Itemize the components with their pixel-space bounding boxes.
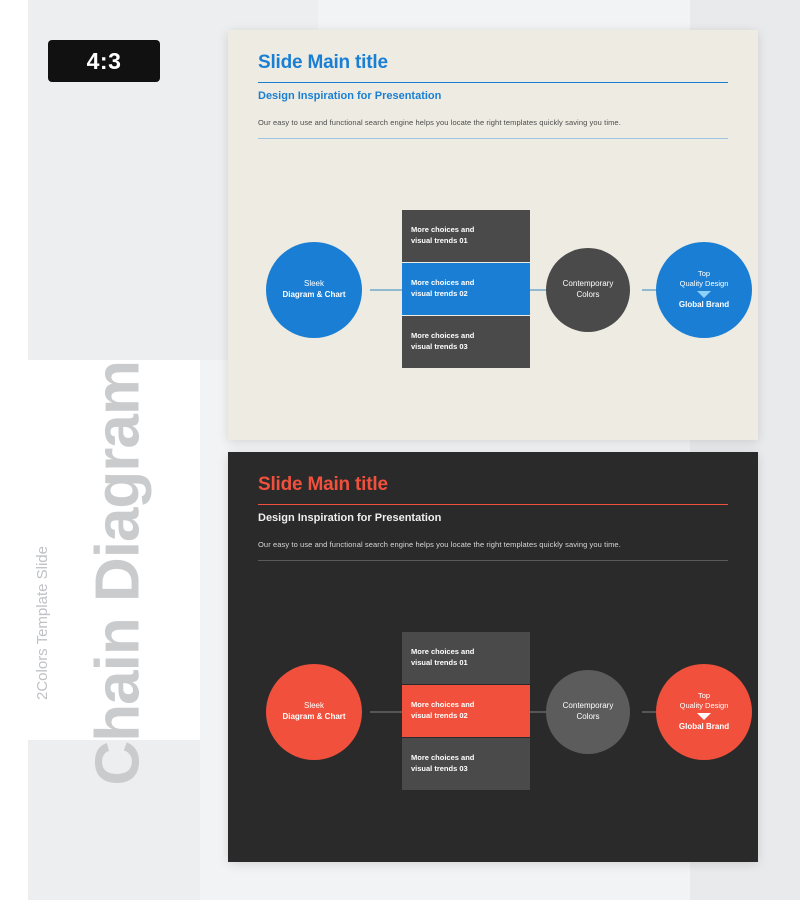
start-circle[interactable]	[266, 664, 362, 760]
option-box-3[interactable]	[402, 316, 530, 368]
start-circle-line1: Sleek	[303, 279, 324, 289]
end-circle[interactable]	[656, 664, 752, 760]
option-box-2-line1: More choices and	[411, 278, 475, 288]
option-box-3-line1: More choices and	[411, 331, 475, 341]
slide-subtitle: Design Inspiration for Presentation	[258, 512, 442, 524]
poster-title: Chain Diagram	[83, 360, 153, 786]
slide-title: Slide Main title	[258, 52, 388, 73]
poster-subtitle: 2Colors Template Slide	[34, 546, 51, 700]
end-circle-line2: Quality Design	[679, 279, 729, 289]
middle-circle-line1: Contemporary	[562, 279, 614, 289]
aspect-ratio-label: 4:3	[86, 47, 122, 74]
option-box-2-line2: visual trends 02	[411, 289, 468, 298]
start-circle-line1: Sleek	[303, 701, 324, 711]
end-circle-line1: Top	[697, 268, 711, 278]
end-circle-line3: Global Brand	[678, 300, 730, 310]
slide-title: Slide Main title	[258, 474, 388, 495]
slide-subtitle: Design Inspiration for Presentation	[258, 90, 442, 102]
slide-dark[interactable]	[228, 452, 758, 862]
start-circle-line2: Diagram & Chart	[282, 290, 346, 299]
option-box-1-line1: More choices and	[411, 647, 475, 657]
middle-circle[interactable]	[546, 670, 630, 754]
middle-circle[interactable]	[546, 248, 630, 332]
option-box-1-line2: visual trends 01	[411, 236, 468, 245]
option-box-2-line2: visual trends 02	[411, 711, 468, 720]
end-circle-line1: Top	[697, 690, 711, 700]
option-box-1-line2: visual trends 01	[411, 658, 468, 667]
slide-description: Our easy to use and functional search engine helps you locate the right templates quickly saving you time.	[258, 118, 621, 127]
middle-circle-line2: Colors	[576, 712, 600, 721]
chain-diagram	[250, 180, 740, 400]
option-box-3-line2: visual trends 03	[411, 342, 468, 351]
triangle-down-icon	[697, 291, 711, 298]
middle-circle-line2: Colors	[576, 290, 600, 299]
end-circle-line2: Quality Design	[679, 701, 729, 711]
start-circle-line2: Diagram & Chart	[282, 712, 346, 721]
triangle-down-icon	[697, 713, 711, 720]
option-box-1[interactable]	[402, 210, 530, 262]
option-box-1[interactable]	[402, 632, 530, 684]
option-box-1-line1: More choices and	[411, 225, 475, 235]
title-divider	[258, 504, 728, 505]
slide-description: Our easy to use and functional search engine helps you locate the right templates quickly saving you time.	[258, 540, 621, 549]
end-circle[interactable]	[656, 242, 752, 338]
option-box-2-line1: More choices and	[411, 700, 475, 710]
end-circle-line3: Global Brand	[678, 722, 730, 732]
start-circle[interactable]	[266, 242, 362, 338]
title-divider	[258, 82, 728, 83]
chain-diagram	[250, 602, 740, 822]
option-box-3[interactable]	[402, 738, 530, 790]
aspect-ratio-badge	[48, 40, 160, 82]
description-divider	[258, 138, 728, 139]
middle-circle-line1: Contemporary	[562, 701, 614, 711]
slide-light[interactable]	[228, 30, 758, 440]
option-box-3-line2: visual trends 03	[411, 764, 468, 773]
option-box-2[interactable]	[402, 685, 530, 737]
option-box-2[interactable]	[402, 263, 530, 315]
description-divider	[258, 560, 728, 561]
option-box-3-line1: More choices and	[411, 753, 475, 763]
